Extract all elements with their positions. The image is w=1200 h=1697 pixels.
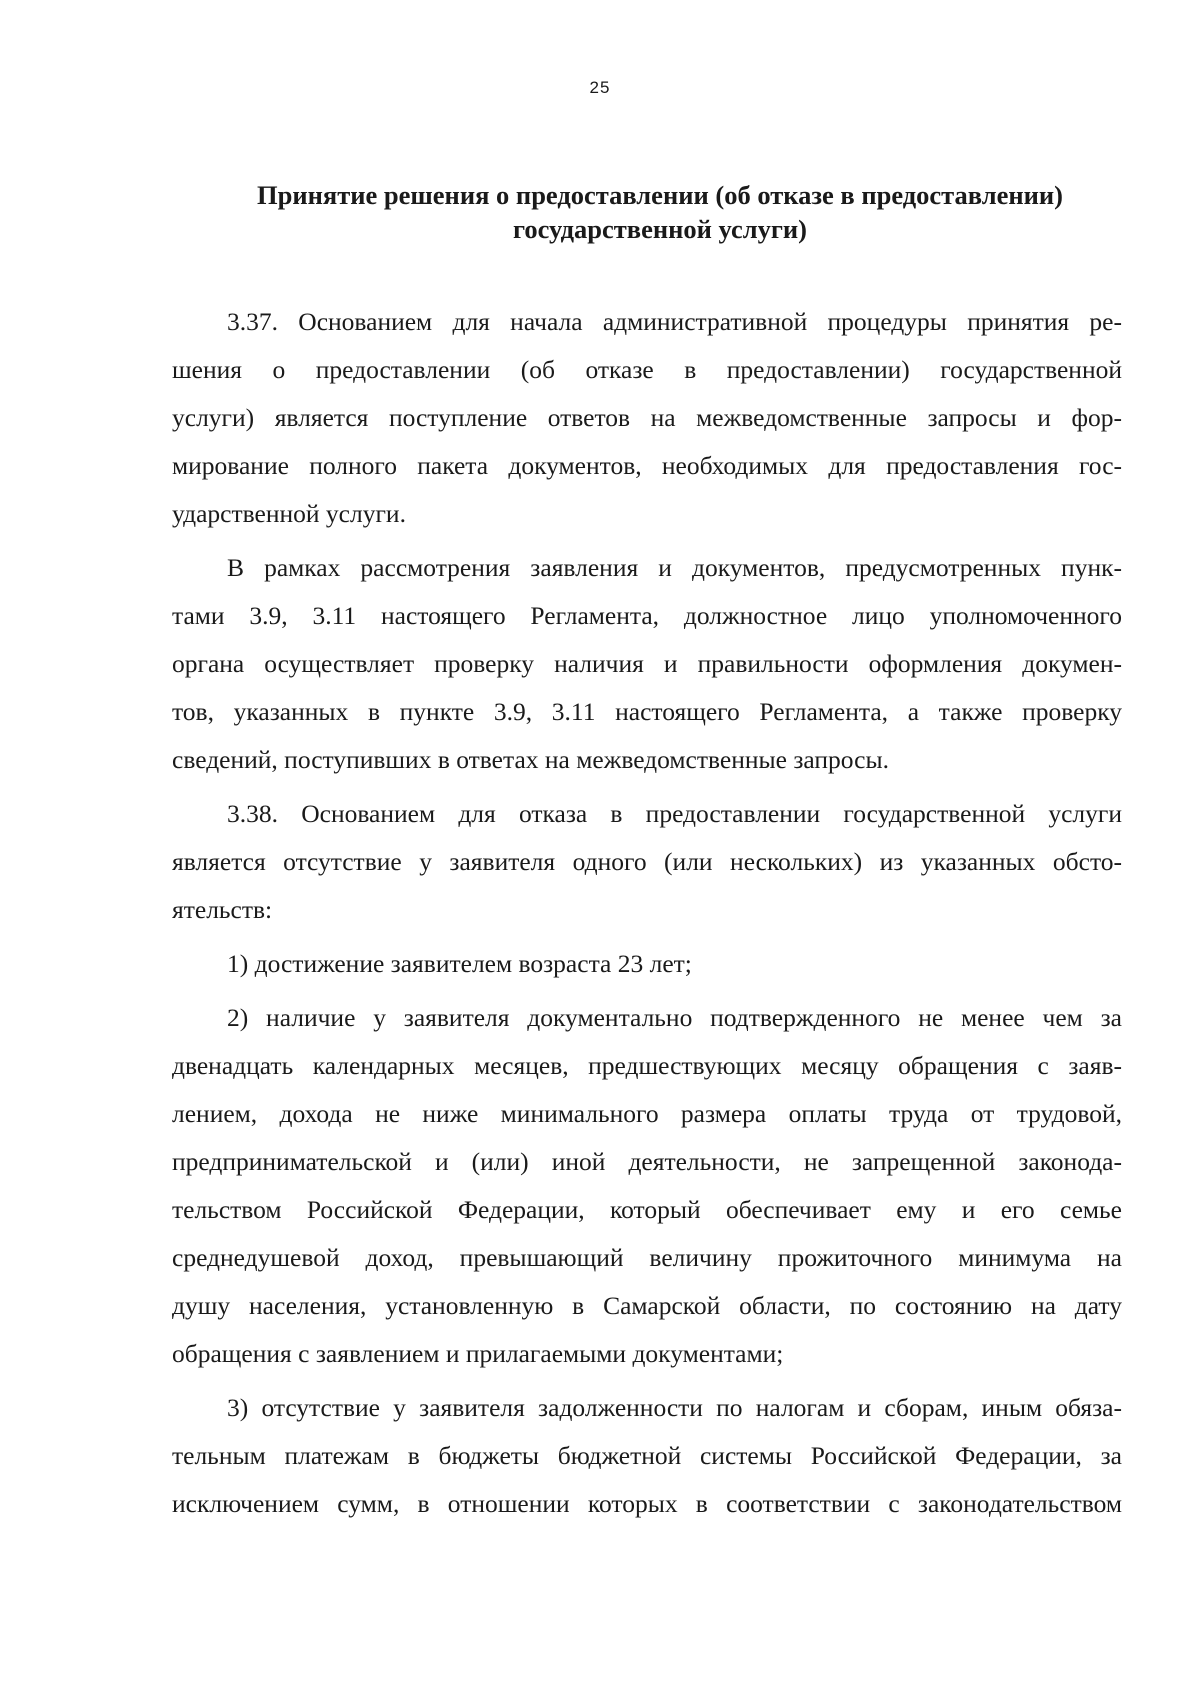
paragraph-2-line-4: тов, указанных в пункте 3.9, 3.11 настоящего Регламента, а также проверку xyxy=(172,697,1122,726)
paragraph-2 xyxy=(172,544,1122,784)
paragraph-2-line-3: органа осуществляет проверку наличия и правильности оформления докумен- xyxy=(172,649,1122,678)
section-heading xyxy=(210,178,1110,246)
paragraph-3 xyxy=(172,790,1122,934)
paragraph-5-line-3: лением, дохода не ниже минимального размера оплаты труда от трудовой, xyxy=(172,1099,1122,1128)
paragraph-1 xyxy=(172,298,1122,538)
paragraph-1-line-2: шения о предоставлении (об отказе в предоставлении) государственной xyxy=(172,355,1122,384)
paragraph-5 xyxy=(172,994,1122,1378)
paragraph-1-line-5: ударственной услуги. xyxy=(172,499,406,528)
paragraph-3-line-2: является отсутствие у заявителя одного (или нескольких) из указанных обсто- xyxy=(172,847,1122,876)
page-number: 25 xyxy=(589,78,611,97)
paragraph-1-line-3: услуги) является поступление ответов на межведомственные запросы и фор- xyxy=(172,403,1122,432)
paragraph-3-line-1: 3.38. Основанием для отказа в предоставлении государственной услуги xyxy=(227,799,1122,828)
paragraph-6-line-1: 3) отсутствие у заявителя задолженности по налогам и сборам, иным обяза- xyxy=(227,1393,1122,1422)
paragraph-5-line-5: тельством Российской Федерации, который обеспечивает ему и его семье xyxy=(172,1195,1122,1224)
paragraph-5-line-2: двенадцать календарных месяцев, предшествующих месяцу обращения с заяв- xyxy=(172,1051,1122,1080)
section-heading-line-2: государственной услуги) xyxy=(513,214,807,244)
paragraph-3-line-3: ятельств: xyxy=(172,895,273,924)
paragraph-2-line-2: тами 3.9, 3.11 настоящего Регламента, должностное лицо уполномоченного xyxy=(172,601,1122,630)
document-body xyxy=(172,298,1122,1528)
paragraph-6 xyxy=(172,1384,1122,1528)
paragraph-4 xyxy=(172,940,1122,988)
paragraph-2-line-1: В рамках рассмотрения заявления и документов, предусмотренных пунк- xyxy=(227,553,1122,582)
paragraph-6-line-2: тельным платежам в бюджеты бюджетной системы Российской Федерации, за xyxy=(172,1441,1122,1470)
paragraph-1-line-4: мирование полного пакета документов, необходимых для предоставления гос- xyxy=(172,451,1122,480)
paragraph-5-line-1: 2) наличие у заявителя документально подтвержденного не менее чем за xyxy=(227,1003,1122,1032)
paragraph-5-line-8: обращения с заявлением и прилагаемыми документами; xyxy=(172,1339,784,1368)
paragraph-5-line-7: душу населения, установленную в Самарской области, по состоянию на дату xyxy=(172,1291,1122,1320)
paragraph-5-line-6: среднедушевой доход, превышающий величину прожиточного минимума на xyxy=(172,1243,1122,1272)
paragraph-1-line-1: 3.37. Основанием для начала административной процедуры принятия ре- xyxy=(227,307,1122,336)
paragraph-4-line-1: 1) достижение заявителем возраста 23 лет; xyxy=(227,949,692,978)
section-heading-line-1: Принятие решения о предоставлении (об отказе в предоставлении) xyxy=(257,180,1063,210)
paragraph-5-line-4: предпринимательской и (или) иной деятельности, не запрещенной законода- xyxy=(172,1147,1122,1176)
paragraph-6-line-3: исключением сумм, в отношении которых в соответствии с законодательством xyxy=(172,1489,1122,1518)
paragraph-2-line-5: сведений, поступивших в ответах на межведомственные запросы. xyxy=(172,745,890,774)
